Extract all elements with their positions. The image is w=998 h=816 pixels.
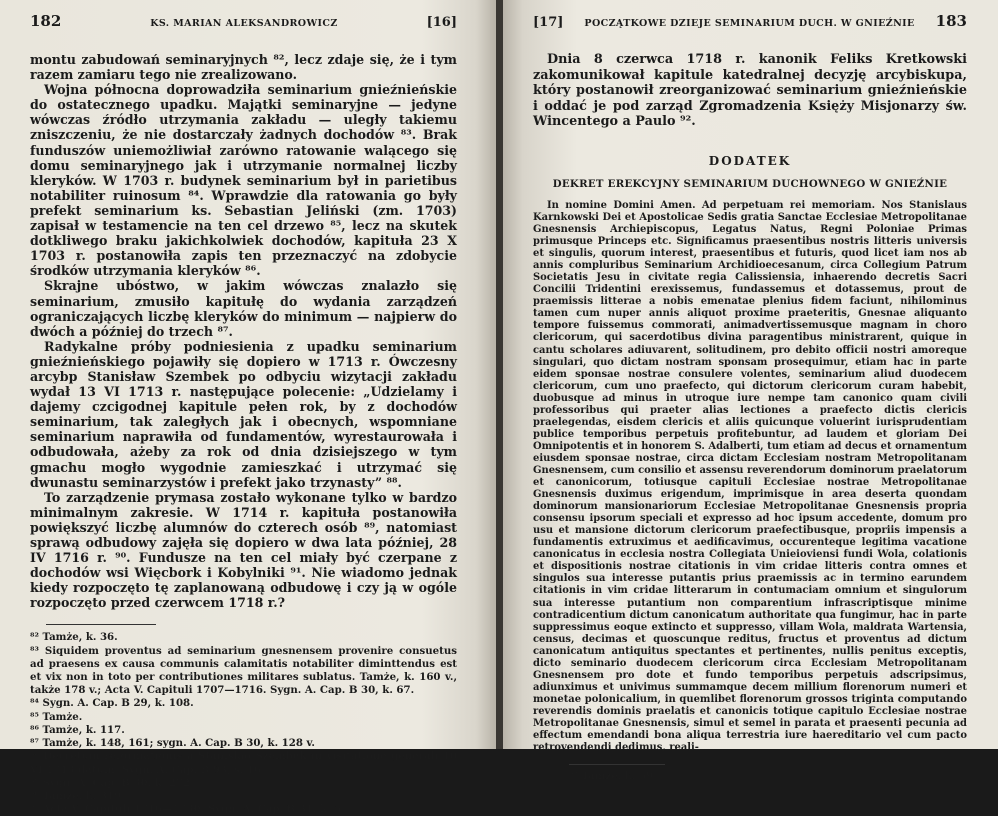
right-page-content [533, 12, 967, 782]
paragraph: Wojna północna doprowadziła seminarium gnieźnieńskie do ostatecznego upadku. Majątki seminaryjne — jedyne wówczas źródło utrzymania zakładu — uległy takiemu zniszczeniu, że nie dostarczały żadnych dochodów ⁸³. Brak funduszów uniemożliwiał zarówno ratowanie walącego się domu seminaryjnego jak i utrzymanie normalnej liczby kleryków. W 1703 r. budynek seminarium był in parietibus notabiliter ruinosum ⁸⁴. Wprawdzie dla ratowania go były prefekt seminarium ks. Sebastian Jeliński (zm. 1703) zapisał w testamencie na ten cel drzewo ⁸⁵, lecz na skutek dotkliwego braku jakichkolwiek dochodów, kapituła 23 X 1703 r. postanowiła zapis ten przeznaczyć na zdobycie środków utrzymania kleryków ⁸⁶. [30, 82, 457, 279]
left-page-content [30, 12, 457, 816]
footnote: ⁸⁹ Sygn. A. Cap. B 30, k. 272. [30, 776, 194, 789]
subsection-title: DEKRET EREKCYJNY SEMINARIUM DUCHOWNEGO W GNIEŹNIE [552, 177, 948, 190]
running-head: POCZĄTKOWE DZIEJE SEMINARIUM DUCH. W GNIEŹNIE [584, 18, 915, 29]
paragraph: Skrajne ubóstwo, w jakim wówczas znalazło się seminarium, zmusiło kapitułę do wydania zarządzeń ograniczających liczbę kleryków do minimum — najpierw do dwóch a później do trzech ⁸⁷. [30, 278, 457, 339]
footnote: ⁹⁰ Tamże, k. 319. [30, 789, 125, 802]
footnote: ⁸⁶ Tamże, k. 117. [30, 723, 125, 736]
latin-decree-text: In nomine Domini Amen. Ad perpetuam rei memoriam. Nos Stanislaus Karnkowski Dei et Apostolicae Sedis gratia Sanctae Ecclesiae Metropolitanae Gnesnensis Archiepiscopus, Legatus Natus, Regni Poloniae Primas primusque Princeps etc. Significamus praesentibus nostris litteris universis et singulis, quorum interest, praesentibus et futuris, quod licet iam nos ab annis compluribus Seminarium Archidioecesanum, circa Collegium Patrum Societatis Jesu in civitate regia Calissiensia, inhaerendo decretis Sacri Concilii Tridentini erexissemus, fundassemus et dotassemus, prout de praemissis litterae a nobis emenatae plenius fidem faciunt, nihilominus tamen cum nuper annis aliquot proxime praeteritis, Gnesnae aliquanto tempore fuissemus commorati, animadvertissemusque magnam in choro clericorum, qui sacerdotibus divina paragentibus ministrarent, quique in cantu scholares adiuvarent, solitudinem, pro debito officii nostri amoreque singulari, quo dictam nostram sponsam prosequimur, etiam hac in parte eidem sponsae nostrae consulere volentes, seminarium aliud duodecem clericorum, cum uno praefecto, qui dictorum clericorum curam habebit, duobusque ad minus in utroque iure nempe tam canonico quam civili professoribus qui praeter alias lectiones a praefecto dictis clericis praelegendas, eisdem clericis et aliis quicunque voluerint iurisprudentiam publice temporibus perpetuis profitebuntur, ad laudem et gloriam Dei Omnipotentis et in honorem S. Adalberti, tum etiam ad decus et ornamentum eiusdem sponsae nostrae, circa dictam Ecclesiam nostram Metropolitanam Gnesnensem, cum consilio et assensu reverendorum dominorum praelatorum et canonicorum, totiusque capituli Ecclesiae nostrae Metropolitanae Gnesnensis duximus erigendum, imprimisque in area deserta quondam dominorum mansionariorum Ecclesiae Metropolitanae Gnesnensis propria consensu ipsorum speciali et expresso ad hoc ipsum accedente, domum pro usu et mansione dictorum clericorum praefectibusque, propriis impensis a fundamentis extruximus et aedificavimus, occurenteque legitima vacatione canonicatus in ecclesia nostra Collegiata Unieioviensi fundi Wola, colationis et dispositionis nostrae citationis in vim cridae litteris contra omnes et singulos sua interesse putantis prius praemissis ac in termino earundem citationis in vim cridae litterarum in contumaciam omnium et singulorum sua interesse putantium non comparentium infrascriptisque minime contradicentium dictum canonicatum authoritate qua fungimur, hac in parte suppressimus eoque extincto et suppresso, villam Wola, maldrata Wartensia, census, decimas et quoscunque reditus, fructus et proventus ad dictum canonicatum antiquitus spectantes et pertinentes, nullis penitus exceptis, dicto seminario duodecem clericorum circa Ecclesiam Metropolitanam Gnesnensem pro dote et fundo temporibus perpetuis adscripsimus, adiunximus et univimus summamque decem millium florenorum numeri et monetae polonicalium, in quemlibet florenorum grossos triginta computando reverendis dominis praelatis et canonicis totique capitulo Ecclesiae nostrae Metropolitanae Gnesnensis, simul et semel in parata et praesenti pecunia ad effectum emendandi bona aliqua terrestria iure haereditario vel cum pacto retrovendendi dedimus, reali- [533, 199, 967, 754]
left-page-header [30, 12, 457, 30]
footnote: ⁹² Tamże, k. 59. [569, 770, 657, 783]
footnote: ⁸⁸ Decretum reformationis a Stanislao Szembek in visitatione generali 10 VI 1713 datum. Sygn. A. Cap. B 93, s. 16. [30, 750, 457, 776]
footnote: ⁸³ Siquidem proventus ad seminarium gnesnensem provenire consuetus ad praesens ex causa communis calamitatis notabiliter diminttendus est et vix non in toto per contributiones militares sublatus. Tamże, k. 160 v., także 178 v.; Acta V. Capituli 1707—1716. Sygn. A. Cap. B 30, k. 67. [30, 644, 457, 697]
running-head: KS. MARIAN ALEKSANDROWICZ [150, 18, 338, 29]
right-page-header [533, 12, 967, 30]
paragraph: To zarządzenie prymasa zostało wykonane tylko w bardzo minimalnym zakresie. W 1714 r. kapituła postanowiła powiększyć liczbę alumnów do czterech osób ⁸⁹, natomiast sprawą odbudowy zajęła się dopiero w dwa lata później, 28 IV 1716 r. ⁹⁰. Fundusze na ten cel miały być czerpane z dochodów wsi Więcbork i Kobylniki ⁹¹. Nie wiadomo jednak kiedy rozpoczęto tę zaplanowaną odbudowę i czy ją w ogóle rozpoczęto przed czerwcem 1718 r.? [30, 489, 457, 611]
paragraph: montu zabudowań seminaryjnych ⁸², lecz zdaje się, że i tym razem zamiaru tego nie zrealizowano. [30, 52, 457, 83]
bracket-number: [16] [426, 15, 457, 30]
footnote-rule [569, 764, 665, 765]
bracket-number: [17] [533, 15, 564, 30]
footnote: ⁸⁴ Sygn. A. Cap. B 29, k. 108. [30, 697, 194, 710]
paragraph: Dnia 8 czerwca 1718 r. kanonik Feliks Kretkowski zakomunikował kapitule katedralnej decyzję arcybiskupa, który postanowił zreorganizować seminarium gnieźnieńskie i oddać je pod zarząd Zgromadzenia Księży Misjonarzy św. Wincentego a Paulo ⁹². [533, 52, 967, 130]
footnote: ⁹¹ Acta V. Capituli 1716—1730. Sygn. A. Cap. B 31, k. 5. [30, 803, 345, 816]
footnotes [30, 631, 457, 816]
page-number: 182 [30, 12, 62, 30]
footnote-rule [46, 624, 156, 625]
right-body-text [533, 52, 967, 130]
left-page [0, 0, 496, 816]
footnote: ⁸² Tamże, k. 36. [30, 631, 118, 644]
right-page [503, 0, 998, 783]
section-title: DODATEK [708, 153, 792, 168]
page-number: 183 [935, 12, 967, 30]
book-gutter [496, 0, 503, 749]
left-body-text [30, 52, 457, 610]
paragraph: Radykalne próby podniesienia z upadku seminarium gnieźnieńskiego pojawiły się dopiero w 1713 r. Ówczesny arcybp Stanisław Szembek po odbyciu wizytacji zakładu wydał 13 VI 1713 r. następujące polecenie: „Udzielamy i dajemy czcigodnej kapitule pełen rok, by z dochodów seminarium, tak zaległych jak i obecnych, wspomniane seminarium naprawiła od fundamentów, wyrestaurowała i odbudowała, ażeby za rok od dnia dzisiejszego w tym gmachu mogło wygodnie zamieszkać i utrzymać się dwunastu seminarzystów i prefekt jako trzynasty” ⁸⁸. [30, 338, 457, 490]
footnote: ⁸⁵ Tamże. [30, 710, 83, 723]
footnote: ⁸⁷ Tamże, k. 148, 161; sygn. A. Cap. B 30, k. 128 v. [30, 737, 315, 750]
